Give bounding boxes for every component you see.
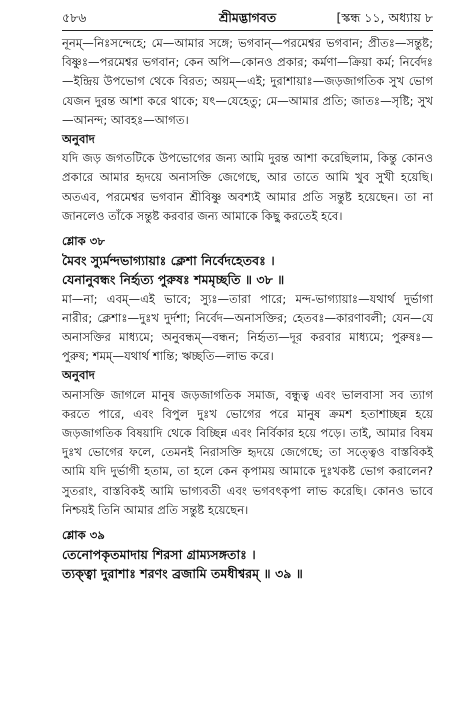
chapter-reference: [স্কন্ধ ১১, অধ্যায় ৮ [336,10,433,25]
text-column [62,34,433,584]
translation-text: যদি জড় জগতটিকে উপভোগের জন্য আমি দুরন্ত আশা করেছিলাম, কিন্তু কোনও প্রকারে আমার হৃদয়ে অনাসক্তি জেগেছে, আর তাতে আমি খুব সুখী হয়েছি। অতএব, পরমেশ্বর ভগবান শ্রীবিষ্ণু অবশ্যই আমার প্রতি সন্তুষ্ট হয়েছেন। তা না জানলেও তাঁকে সন্তুষ্ট করবার জন্য আমাকে কিছু করতেই হবে। [62,151,433,223]
synonyms-text: মা—না; এবম্—এই ভাবে; স্যুঃ—তারা পারে; মন্দ-ভাগ্যায়াঃ—যথার্থ দুর্ভাগা নারীর; ক্লেশাঃ—দুঃখ দুর্দশা; নির্বেদ—অনাসক্তির; হেতবঃ—কারণাবলী; যেন—যে অনাসক্তির মাধ্যমে; অনুবন্ধম্—বন্ধন; নির্হৃত্য—দূর করবার মাধ্যমে; পুরুষঃ—পুরুষ; শমম্—যথার্থ শান্তি; ঋচ্ছতি—লাভ করে। [62,291,433,364]
sloka-line: যেনানুবন্ধং নির্হৃত্য পুরুষঃ শমমৃচ্ছতি ॥ ৩৮ ॥ [62,272,285,288]
sloka-label: শ্লোক ৩৮ [62,234,105,249]
header-rule [62,30,433,31]
translation-label: অনুবাদ [62,368,95,383]
translation-label: অনুবাদ [62,132,95,147]
book-title: শ্রীমদ্ভাগবত [218,10,277,25]
sloka-line: তেনোপকৃতমাদায় শিরসা গ্রাম্যসঙ্গতাঃ । [62,547,256,563]
sloka-line: ত্যক্ত্বা দুরাশাঃ শরণং ব্রজামি তমধীশ্বরম্ ॥ ৩৯ ॥ [62,566,303,582]
synonyms-prev: নূনম্—নিঃসন্দেহে; মে—আমার সঙ্গে; ভগবান্—পরমেশ্বর ভগবান; প্রীতঃ—সন্তুষ্ট; বিষ্ণুঃ—পরমেশ্বর ভগবান; কেন অপি—কোনও প্রকার; কর্মণা—ক্রিয়া কর্ম; নির্বেদঃ—ইন্দ্রিয় উপভোগ থেকে বিরত; অয়ম্—এই; দুরাশায়াঃ—জড়জাগতিক সুখ ভোগ যেজন দুরন্ত আশা করে থাকে; যৎ—যেহেতু; মে—আমার প্রতি; জাতঃ—সৃষ্টি; সুখ—আনন্দ; আবহঃ—আগত। [62,36,433,127]
sloka-label: শ্লোক ৩৯ [62,528,105,543]
page-header [62,10,433,32]
translation-text: অনাসক্তি জাগলে মানুষ জড়জাগতিক সমাজ, বন্ধুত্ব এবং ভালবাসা সব ত্যাগ করতে পারে, এবং বিপুল দুঃখ ভোগের পরে মানুষ ক্রমশ হতাশাচ্ছন্ন হয়ে জড়জাগতিক বিষয়াদি থেকে বিচ্ছিন্ন এবং নির্বিকার হয়ে পড়ে। তাই, আমার বিষম দুঃখ ভোগের ফলে, তেমনই নিরাসক্তি হৃদয়ে জেগেছে; তা সত্ত্বেও বাস্তবিকই আমি যদি দুর্ভাগী হতাম, তা হলে কেন কৃপাময় আমাকে দুঃখকষ্ট ভোগ করালেন? সুতরাং, বাস্তবিকই আমি ভাগ্যবতী এবং ভগবৎকৃপা লাভ করেছি। কোনও ভাবে নিশ্চয়ই তিনি আমার প্রতি সন্তুষ্ট হয়েছেন। [62,387,433,517]
page-number: ৫৮৬ [62,10,87,25]
sloka-line: মৈবং স্যুর্মন্দভাগ্যায়াঃ ক্লেশা নির্বেদহেতবঃ । [62,253,275,269]
